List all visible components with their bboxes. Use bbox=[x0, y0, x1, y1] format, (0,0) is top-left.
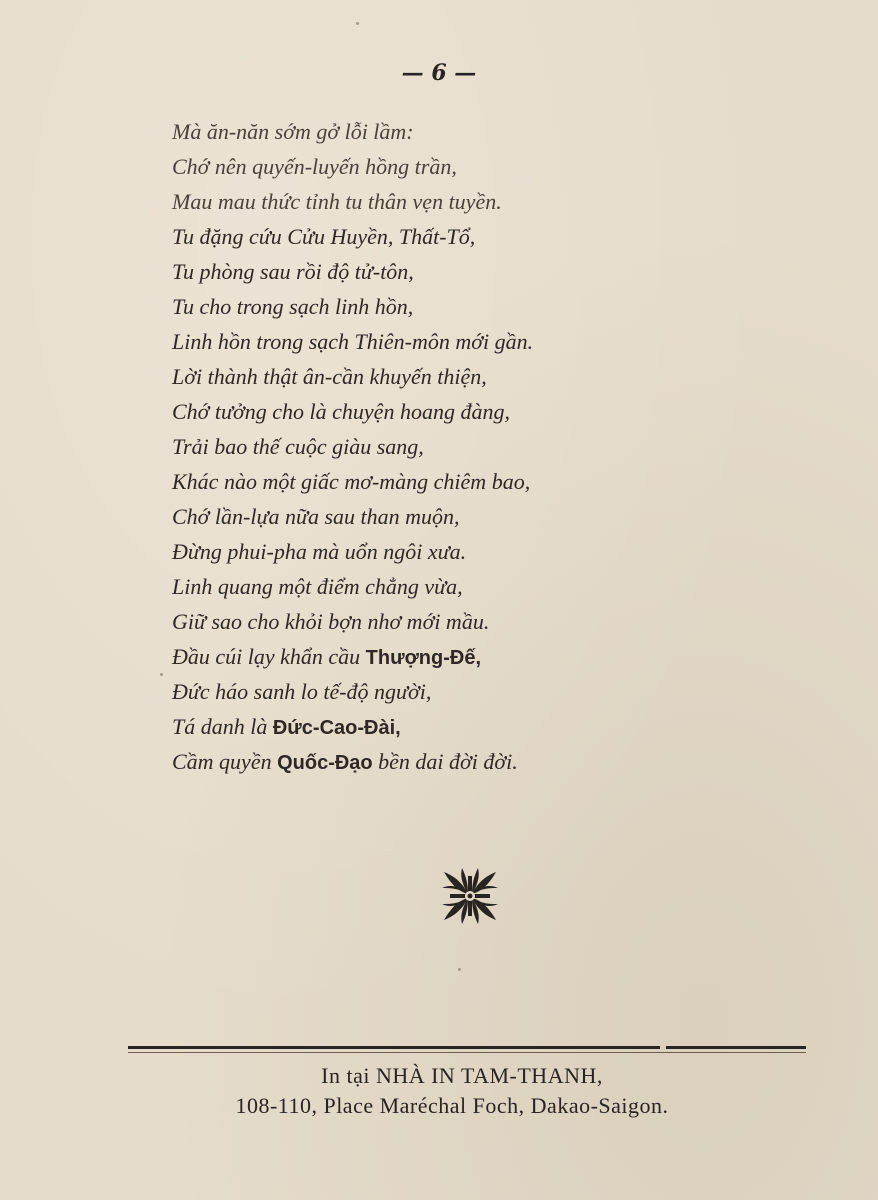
poem-line bbox=[172, 604, 822, 639]
poem-text: Cầm quyền bbox=[172, 749, 278, 774]
poem-line bbox=[172, 429, 822, 464]
poem-line bbox=[172, 674, 822, 709]
poem-line bbox=[172, 254, 822, 289]
paper-speck bbox=[160, 673, 163, 676]
poem-text: Chớ tưởng cho là chuyện hoang đàng, bbox=[172, 399, 510, 424]
poem-text: Linh hồn trong sạch Thiên-môn mới gần. bbox=[172, 329, 534, 354]
divine-name: Quốc-Đạo bbox=[277, 752, 373, 774]
poem-text: Đầu cúi lạy khẩn cầu bbox=[172, 644, 366, 669]
poem-line bbox=[172, 744, 822, 779]
poem-text: Chớ nên quyến-luyến hồng trần, bbox=[172, 154, 457, 179]
poem-text: Tu đặng cứu Cửu Huyền, Thất-Tổ, bbox=[172, 224, 476, 249]
poem bbox=[172, 114, 822, 779]
poem-text: Đừng phui-pha mà uổn ngôi xưa. bbox=[172, 539, 467, 564]
divider-rule-thin bbox=[128, 1052, 806, 1053]
poem-line bbox=[172, 464, 822, 499]
divider-rule-right bbox=[666, 1046, 806, 1049]
poem-text: Mà ăn-năn sớm gở lỗi lầm: bbox=[172, 119, 414, 144]
poem-text: Trải bao thế cuộc giàu sang, bbox=[172, 434, 424, 459]
poem-text: Khác nào một giấc mơ-màng chiêm bao, bbox=[172, 469, 531, 494]
poem-line bbox=[172, 534, 822, 569]
poem-text: Lời thành thật ân-cần khuyến thiện, bbox=[172, 364, 487, 389]
poem-text: Giữ sao cho khỏi bợn nhơ mới mầu. bbox=[172, 609, 490, 634]
poem-line bbox=[172, 709, 822, 744]
floral-fleuron-icon bbox=[440, 866, 500, 926]
poem-text: Linh quang một điểm chẳng vừa, bbox=[172, 574, 463, 599]
poem-line bbox=[172, 149, 822, 184]
poem-line bbox=[172, 219, 822, 254]
poem-text: bền dai đời đời. bbox=[372, 749, 518, 774]
poem-line bbox=[172, 324, 822, 359]
paper-speck bbox=[356, 22, 359, 25]
poem-text: Mau mau thức tỉnh tu thân vẹn tuyền. bbox=[172, 189, 502, 214]
poem-line bbox=[172, 184, 822, 219]
poem-line bbox=[172, 639, 822, 674]
poem-line bbox=[172, 114, 822, 149]
page-number: — 6 — bbox=[401, 60, 477, 86]
poem-line bbox=[172, 569, 822, 604]
poem-text: Đức háo sanh lo tế-độ người, bbox=[172, 679, 432, 704]
poem-line bbox=[172, 499, 822, 534]
printer-address: 108-110, Place Maréchal Foch, Dakao-Saigon. bbox=[235, 1093, 669, 1118]
paper-speck bbox=[458, 968, 461, 971]
divider-rule-left bbox=[128, 1046, 660, 1049]
poem-line bbox=[172, 394, 822, 429]
poem-text: Tu cho trong sạch linh hồn, bbox=[172, 294, 414, 319]
poem-line bbox=[172, 289, 822, 324]
printer-name: In tại NHÀ IN TAM-THANH, bbox=[321, 1063, 603, 1088]
poem-text: Tu phòng sau rồi độ tử-tôn, bbox=[172, 259, 414, 284]
poem-text: Chớ lần-lựa nữa sau than muộn, bbox=[172, 504, 460, 529]
poem-line bbox=[172, 359, 822, 394]
divine-name: Thượng-Đế, bbox=[365, 647, 482, 669]
divine-name: Đức-Cao-Đài, bbox=[272, 717, 401, 739]
poem-text: Tá danh là bbox=[172, 714, 273, 739]
